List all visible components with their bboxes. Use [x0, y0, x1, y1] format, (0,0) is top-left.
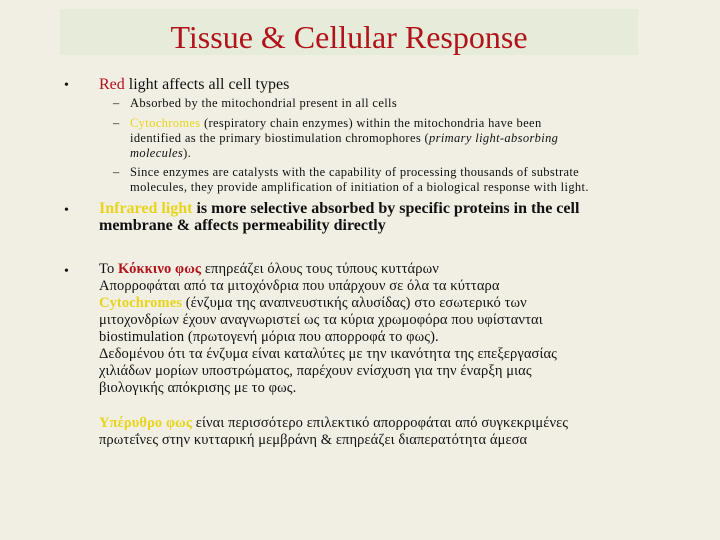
sub-text: (respiratory chain enzymes) within the mitochondria have been	[200, 116, 542, 130]
bullet-marker: •	[64, 264, 69, 279]
greek-text: βιολογικής απόκρισης με το φως.	[99, 380, 297, 396]
bullet-infrared	[99, 200, 579, 234]
bullet-marker: •	[64, 78, 69, 93]
greek-infrared-highlight: Υπέρυθρο φως	[99, 415, 193, 431]
greek-text: (ένζυμα της αναπνευστικής αλυσίδας) στο εσωτερικό των	[181, 295, 527, 311]
bullet-red-light	[99, 76, 289, 93]
greek-text: μιτοχονδρίων έχουν αναγνωριστεί ως τα κύρια χρωμοφόρα που υφίστανται	[99, 312, 543, 328]
sub-text: Since enzymes are catalysts with the capability of processing thousands of substrate	[130, 165, 580, 179]
bullet-greek-red	[99, 261, 689, 397]
bullet-marker: •	[64, 203, 69, 218]
sub-text: identified as the primary biostimulation chromophores (	[130, 131, 430, 145]
cytochromes-highlight: Cytochromes	[130, 116, 201, 130]
paragraph-greek-infrared	[99, 415, 689, 449]
sub-bullet-cytochromes	[130, 116, 558, 161]
dash-marker: –	[113, 116, 120, 130]
title-banner	[60, 9, 638, 55]
greek-text: Δεδομένου ότι τα ένζυμα είναι καταλύτες με την ικανότητα της επεξεργασίας	[99, 346, 557, 362]
bullet-text: is more selective absorbed by specific proteins in the cell	[192, 200, 580, 217]
greek-text: πρωτεΐνες στην κυτταρική μεμβράνη & επηρεάζει διαπερατότητα άμεσα	[99, 432, 528, 448]
greek-cytochromes-highlight: Cytochromes	[99, 295, 182, 311]
greek-text: biostimulation (πρωτογενή μόρια που απορροφά το φως).	[99, 329, 439, 345]
greek-red-highlight: Κόκκινο φως	[118, 261, 202, 277]
sub-text-italic: primary light-absorbing	[429, 131, 559, 145]
bullet-text: membrane & affects permeability directly	[99, 217, 386, 234]
sub-text: molecules, they provide amplification of initiation of a biological response with light.	[130, 180, 589, 194]
bullet-text: light affects all cell types	[124, 76, 290, 93]
slide-title: Tissue & Cellular Response	[170, 19, 528, 55]
greek-text: Απορροφάται από τα μιτοχόνδρια που υπάρχουν σε όλα τα κύτταρα	[99, 278, 500, 294]
greek-text: είναι περισσότερο επιλεκτικό απορροφάται από συγκεκριμένες	[192, 415, 569, 431]
sub-text: ).	[183, 146, 192, 160]
greek-text: χιλιάδων μορίων υποστρώματος, παρέχουν ενίσχυση για την έναρξη μιας	[99, 363, 532, 379]
sub-bullet-absorbed: Absorbed by the mitochondrial present in all cells	[130, 96, 398, 110]
greek-text: Το	[99, 261, 119, 277]
greek-text: επηρεάζει όλους τους τύπους κυττάρων	[201, 261, 439, 277]
sub-bullet-enzymes	[130, 165, 589, 195]
infrared-highlight: Infrared light	[99, 200, 193, 217]
dash-marker: –	[113, 165, 120, 179]
dash-marker: –	[113, 96, 120, 110]
red-highlight: Red	[99, 76, 125, 93]
sub-text-italic: molecules	[130, 146, 184, 160]
